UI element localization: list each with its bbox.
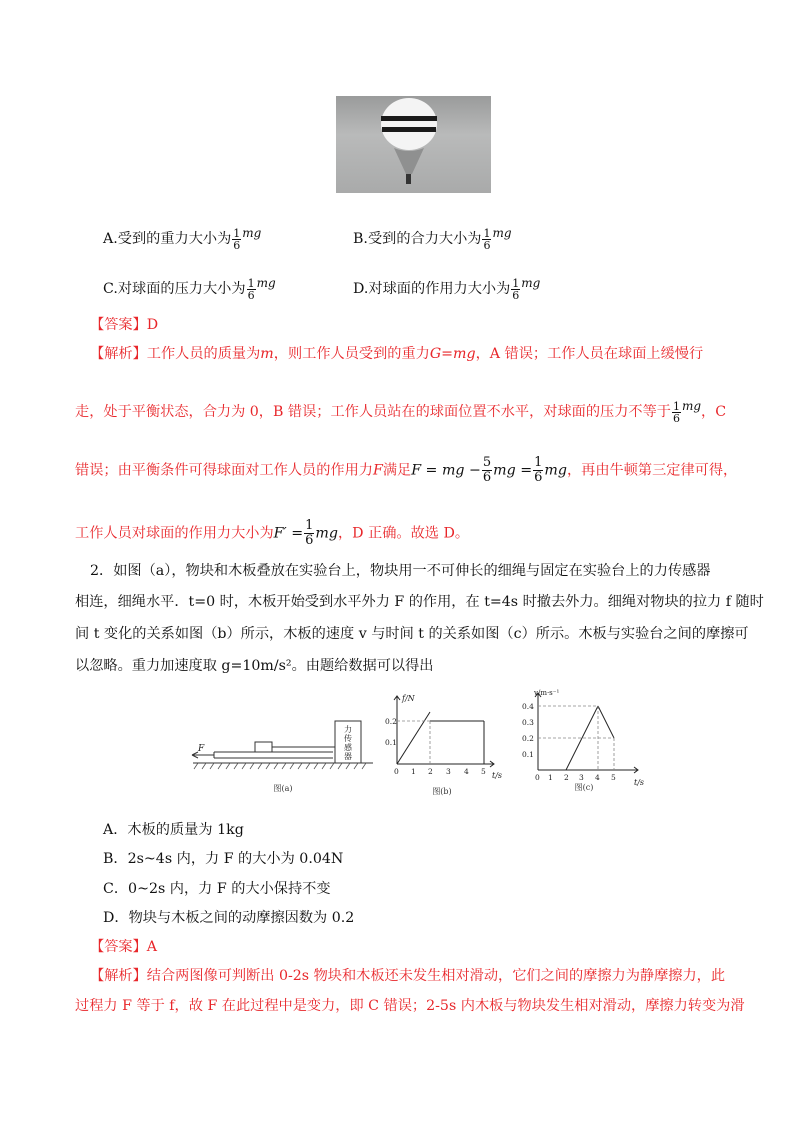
q1-answer: 【答案】D — [90, 317, 159, 333]
fig-c-ytick-0.1: 0.1 — [522, 750, 534, 759]
figure-a — [188, 715, 378, 795]
sensor-char-3: 感 — [344, 743, 352, 752]
sensor-char-1: 力 — [344, 725, 352, 734]
fig-b-xtick-4: 4 — [464, 767, 469, 776]
fig-b-xtick-2: 2 — [428, 767, 433, 776]
figure-b-caption: 图(b) — [432, 787, 452, 796]
figure-c — [520, 685, 645, 797]
fig-c-xtick-2: 2 — [564, 773, 569, 782]
figure-b — [382, 690, 502, 800]
balloon-illustration — [336, 96, 491, 193]
q1-analysis-line-2: 走，处于平衡状态，合力为 0，B 错误；工作人员站在的球面位置不水平，对球面的压力不等于 $\frac{1}{6}$ $^{mg}$，C — [75, 399, 727, 425]
q1-analysis-line-4: 工作人员对球面的作用力大小为F′ = $\frac{1}{6}$ mg，D 正确。故选 D。 — [75, 518, 470, 548]
q2-stem-line-3: 间 t 变化的关系如图（b）所示，木板的速度 v 与时间 t 的关系如图（c）所示。木板与实验台之间的摩擦可 — [75, 626, 749, 642]
sensor-char-2: 传 — [344, 734, 352, 743]
fig-b-ytick-0.2: 0.2 — [385, 717, 397, 726]
fig-c-xtick-1: 1 — [548, 773, 553, 782]
figure-a-caption: 图(a) — [273, 784, 293, 793]
q2-option-d: D．物块与木板之间的动摩擦因数为 0.2 — [103, 910, 355, 926]
q1-option-b: B.受到的合力大小为 $\frac{1}{6}$ $^{mg}$ — [353, 226, 512, 252]
fig-b-xtick-3: 3 — [446, 767, 451, 776]
fig-c-xtick-0: 0 — [535, 773, 540, 782]
q1-option-a: A.受到的重力大小为 $\frac{1}{6}$ $^{mg}$ — [103, 226, 262, 252]
q2-analysis-line-2: 过程力 F 等于 f，故 F 在此过程中是变力，即 C 错误；2-5s 内木板与物块发生相对滑动，摩擦力转变为滑 — [75, 998, 745, 1014]
figure-c-caption: 图(c) — [574, 783, 594, 792]
fig-b-xtick-0: 0 — [394, 767, 399, 776]
sensor-char-4: 器 — [344, 752, 352, 761]
fig-b-xtick-1: 1 — [411, 767, 416, 776]
fig-c-xtick-4: 4 — [595, 773, 600, 782]
q2-analysis-line-1: 【解析】结合两图像可判断出 0-2s 物块和木板还未发生相对滑动，它们之间的摩擦力为静摩擦力，此 — [90, 968, 726, 984]
q2-stem-line-4: 以忽略。重力加速度取 g=10m/s²。由题给数据可以得出 — [75, 658, 434, 674]
balloon-photo — [336, 96, 491, 193]
fig-c-ytick-0.3: 0.3 — [522, 718, 534, 727]
q2-stem-line-2: 相连，细绳水平．t=0 时，木板开始受到水平外力 F 的作用，在 t=4s 时撤去外力。细绳对物块的拉力 f 随时 — [75, 594, 764, 610]
force-label: F — [198, 744, 205, 754]
q2-option-b: B．2s~4s 内，力 F 的大小为 0.04N — [103, 851, 344, 867]
q2-option-a: A．木板的质量为 1kg — [103, 822, 244, 838]
q1-analysis-line-3: 错误；由平衡条件可得球面对工作人员的作用力F满足F = mg − $\frac{5}{6}$ mg = $\frac{1}{6}$ mg，再由牛顿第三定律可得， — [75, 455, 738, 485]
fig-c-ytick-0.4: 0.4 — [522, 702, 534, 711]
q2-stem-line-1: 2．如图（a），物块和木板叠放在实验台上，物块用一不可伸长的细绳与固定在实验台上的力传感器 — [90, 563, 711, 579]
fig-b-xlabel: t/s — [492, 771, 502, 780]
q2-option-c: C．0~2s 内，力 F 的大小保持不变 — [103, 881, 331, 897]
fig-c-xtick-5: 5 — [611, 773, 616, 782]
q2-answer: 【答案】A — [90, 939, 158, 955]
fig-b-ytick-0.1: 0.1 — [385, 738, 397, 747]
fig-c-xtick-3: 3 — [579, 773, 584, 782]
fig-b-xtick-5: 5 — [481, 767, 486, 776]
fig-c-xlabel: t/s — [634, 778, 645, 787]
fig-b-ylabel: f/N — [402, 694, 415, 703]
fig-c-ytick-0.2: 0.2 — [522, 734, 534, 743]
q1-option-c: C.对球面的压力大小为 $\frac{1}{6}$ $^{mg}$ — [103, 276, 276, 302]
fig-c-ylabel: v/m·s⁻¹ — [534, 689, 560, 697]
q1-analysis-line-1: 【解析】工作人员的质量为m，则工作人员受到的重力G=mg，A 错误；工作人员在球面上缓慢行 — [90, 346, 704, 362]
q1-option-d: D.对球面的作用力大小为 $\frac{1}{6}$ $^{mg}$ — [353, 276, 541, 302]
